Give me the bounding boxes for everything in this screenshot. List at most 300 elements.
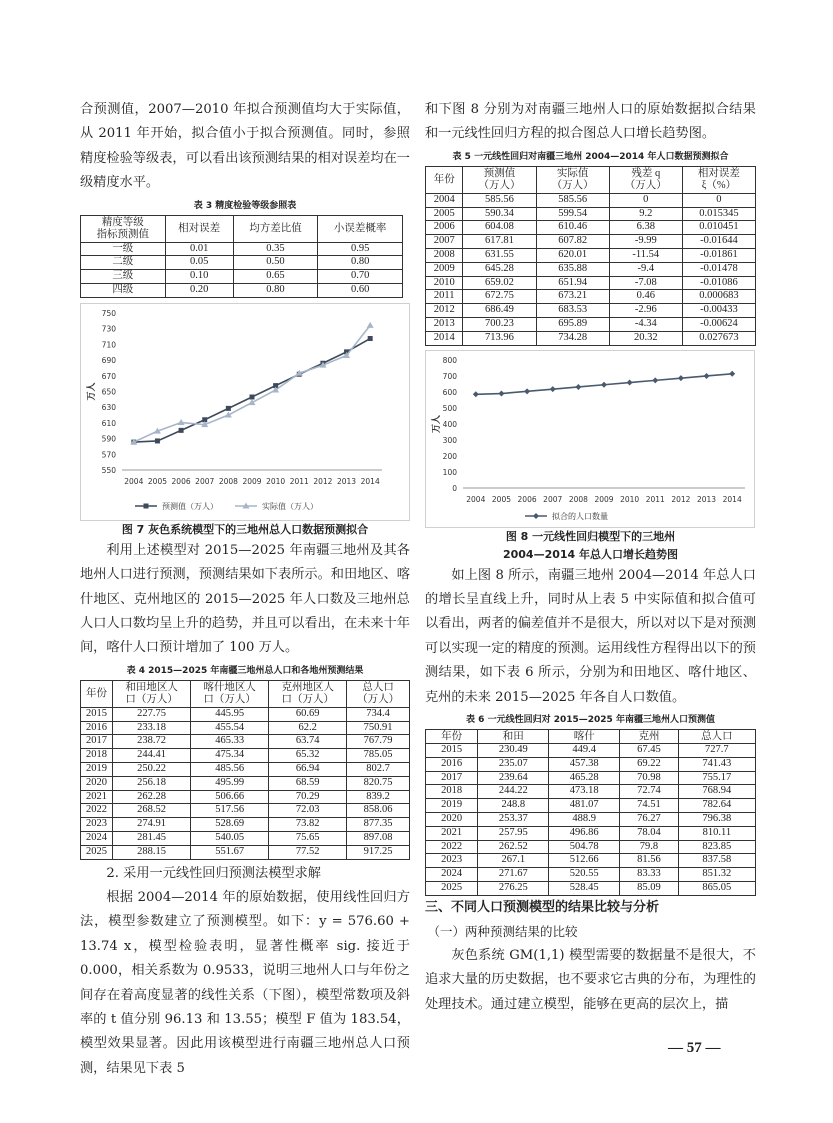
data-point (367, 322, 374, 328)
table-cell: 72.03 (269, 804, 347, 818)
table-cell: 2015 (426, 744, 478, 758)
legend-label: 实际值（万人） (262, 501, 318, 511)
table-row (426, 744, 756, 758)
table-cell: 2019 (426, 799, 478, 813)
table6-caption: 表 6 一元线性回归对 2015—2025 年南疆三地州人口预测值 (466, 715, 715, 726)
table-cell: 473.18 (549, 785, 620, 799)
table-row (81, 256, 403, 270)
table-cell: 0 (682, 193, 755, 207)
table-row (81, 790, 410, 804)
data-point (524, 388, 530, 394)
table-cell: 2023 (426, 854, 478, 868)
y-tick-label: 800 (442, 355, 457, 365)
table-row (426, 249, 756, 263)
table-cell: 244.41 (113, 749, 191, 763)
table-row (426, 276, 756, 290)
y-tick-label: 670 (101, 371, 116, 381)
table-cell: 686.49 (463, 304, 536, 318)
legend-label: 预测值（万人） (162, 501, 218, 511)
table-cell: 820.75 (347, 776, 410, 790)
table-row (426, 799, 756, 813)
x-tick-label: 2006 (517, 494, 537, 504)
table-cell: 250.22 (113, 763, 191, 777)
table-cell: 2010 (426, 276, 463, 290)
table-header-cell: 总人口 (678, 730, 755, 744)
table-cell: 75.65 (269, 832, 347, 846)
table-cell: 590.34 (463, 207, 536, 221)
x-tick-label: 2010 (620, 494, 640, 504)
y-tick-label: 750 (101, 308, 116, 318)
table-cell: 2022 (426, 840, 478, 854)
table-cell: 244.22 (478, 785, 549, 799)
table-cell: 0.50 (233, 256, 318, 270)
x-tick-label: 2012 (313, 476, 333, 486)
x-tick-label: 2009 (594, 494, 614, 504)
table-cell: 262.28 (113, 790, 191, 804)
table-cell: 2023 (81, 818, 113, 832)
table-cell: 2016 (81, 721, 113, 735)
table-cell: 267.1 (478, 854, 549, 868)
table-cell: 70.29 (269, 790, 347, 804)
table-cell: 0.20 (165, 284, 233, 298)
data-point (729, 370, 735, 376)
table-cell: 四级 (81, 284, 166, 298)
table-cell: 2005 (426, 207, 463, 221)
table-cell: 6.38 (609, 221, 682, 235)
x-tick-label: 2007 (543, 494, 563, 504)
section-heading-4: （一）两种预测结果的比较 (427, 923, 578, 939)
table-cell: 0.01 (165, 242, 233, 256)
table-cell: 83.33 (620, 868, 679, 882)
table-cell: 60.69 (269, 707, 347, 721)
table-cell: 288.15 (113, 845, 191, 859)
table-cell: 2017 (426, 771, 478, 785)
table-cell: 0 (609, 193, 682, 207)
table-cell: 2011 (426, 290, 463, 304)
y-axis-label: 万人 (87, 382, 97, 401)
x-tick-label: 2014 (722, 494, 742, 504)
table-cell: 73.82 (269, 818, 347, 832)
table-cell: 66.94 (269, 763, 347, 777)
table-cell: 2024 (81, 832, 113, 846)
table-row (81, 845, 410, 859)
y-tick-label: 500 (442, 403, 457, 413)
table-cell: 2015 (81, 707, 113, 721)
table-cell: -2.96 (609, 304, 682, 318)
data-point (179, 428, 184, 433)
table-cell: 485.56 (191, 763, 269, 777)
table-cell: 877.35 (347, 818, 410, 832)
table-header-cell: 喀什 (549, 730, 620, 744)
table-row (426, 868, 756, 882)
data-point (250, 394, 255, 399)
y-tick-label: 710 (101, 340, 116, 350)
table-cell: 734.28 (536, 331, 609, 345)
table-cell: 713.96 (463, 331, 536, 345)
table-cell: -0.00433 (682, 304, 755, 318)
table-cell: 2018 (426, 785, 478, 799)
table-cell: 0.70 (318, 270, 403, 284)
table-cell: 238.72 (113, 735, 191, 749)
table-cell: 0.46 (609, 290, 682, 304)
table-cell: 481.07 (549, 799, 620, 813)
table-cell: 248.8 (478, 799, 549, 813)
table-cell: 70.98 (620, 771, 679, 785)
table-cell: -9.99 (609, 235, 682, 249)
table-cell: 488.9 (549, 813, 620, 827)
table-cell: 672.75 (463, 290, 536, 304)
table-cell: 858.06 (347, 804, 410, 818)
table-cell: 76.27 (620, 813, 679, 827)
table-row (81, 749, 410, 763)
table-row (426, 771, 756, 785)
data-point (601, 381, 607, 387)
table-cell: 767.79 (347, 735, 410, 749)
table-cell: 785.05 (347, 749, 410, 763)
table-cell: 520.55 (549, 868, 620, 882)
right-paragraph-3: 灰色系统 GM(1,1) 模型需要的数据量不是很大，不追求大量的历史数据，也不要求它古典的分布，为理性的处理技术。通过建立模型，能够在更高的层次上，描 (425, 947, 756, 1012)
table-header-cell: 和田地区人 口（万人） (113, 680, 191, 707)
table-row (426, 331, 756, 345)
right-column (425, 98, 756, 1017)
table-row (81, 763, 410, 777)
table-cell: 85.09 (620, 881, 679, 895)
y-tick-label: 650 (101, 387, 116, 397)
table-cell: 0.027673 (682, 331, 755, 345)
table-cell: 496.86 (549, 826, 620, 840)
table-header-cell: 精度等级 指标预测值 (81, 215, 166, 242)
table-cell: 276.25 (478, 881, 549, 895)
table3 (80, 215, 403, 298)
table-cell: 2019 (81, 763, 113, 777)
table-header-cell: 年份 (426, 730, 478, 744)
table-cell: 645.28 (463, 262, 536, 276)
x-tick-label: 2005 (147, 476, 168, 486)
table-cell: 755.17 (678, 771, 755, 785)
data-point (704, 373, 710, 379)
table-header-cell: 实际值 （万人） (536, 166, 609, 193)
table-cell: 673.21 (536, 290, 609, 304)
table3-caption: 表 3 精度检验等级参照表 (193, 200, 297, 211)
table-cell: 651.94 (536, 276, 609, 290)
table4-caption: 表 4 2015—2025 年南疆三地州总人口和各地州预测结果 (126, 665, 364, 676)
table-cell: 610.46 (536, 221, 609, 235)
x-tick-label: 2008 (218, 476, 238, 486)
x-tick-label: 2012 (671, 494, 691, 504)
y-tick-label: 550 (101, 465, 116, 475)
table-cell: 2004 (426, 193, 463, 207)
table-header-cell: 预测值 （万人） (463, 166, 536, 193)
figure-8-caption-line1: 图 8 一元线性回归模型下的三地州 (505, 529, 676, 543)
table-cell: 2016 (426, 757, 478, 771)
table-cell: 二级 (81, 256, 166, 270)
table-cell: 2022 (81, 804, 113, 818)
y-tick-label: 200 (442, 451, 457, 461)
table-row (426, 290, 756, 304)
table-cell: -0.00624 (682, 317, 755, 331)
table-header-cell: 喀什地区人 口（万人） (191, 680, 269, 707)
left-column (80, 98, 410, 1081)
table-cell: 2020 (426, 813, 478, 827)
table-row (426, 304, 756, 318)
table-cell: 782.64 (678, 799, 755, 813)
data-point (226, 406, 231, 411)
table-header-cell: 克州 (620, 730, 679, 744)
table-cell: 268.52 (113, 804, 191, 818)
table-cell: 239.64 (478, 771, 549, 785)
data-point (627, 379, 633, 385)
data-point (498, 390, 504, 396)
table-row (81, 721, 410, 735)
x-tick-label: 2008 (568, 494, 588, 504)
table-cell: 79.8 (620, 840, 679, 854)
left-paragraph-3: 根据 2004—2014 年的原始数据，使用线性回归方法，模型参数建立了预测模型。如下：y = 576.60 + 13.74 x，模型检验表明，显著性概率 sig. 接近于 0.000，相关系数为 0.9533，说明三地州人口与年份之间存在着高度显著的线性关系（下图），模型常数项及斜率的 t 值分别 96.13 和 13.55；模型 F 值为 183.54，模型效果显著。因此用该模型进行南疆三地州总人口预测，结果见下表 5 (80, 890, 410, 1076)
table-cell: 2021 (426, 826, 478, 840)
table-header-cell: 年份 (426, 166, 463, 193)
right-paragraph-1: 和下图 8 分别为对南疆三地州人口的原始数据拟合结果和一元线性回归方程的拟合图总人口增长趋势图。 (425, 102, 756, 142)
table-header-cell: 年份 (81, 680, 113, 707)
table-cell: 620.01 (536, 249, 609, 263)
table-cell: 465.28 (549, 771, 620, 785)
figure-7-chart (80, 303, 410, 521)
table-cell: 659.02 (463, 276, 536, 290)
y-tick-label: 590 (101, 434, 116, 444)
table-cell: 0.015345 (682, 207, 755, 221)
table-cell: 2014 (426, 331, 463, 345)
table-cell: 281.45 (113, 832, 191, 846)
table-cell: 617.81 (463, 235, 536, 249)
table-row (81, 804, 410, 818)
table-cell: 9.2 (609, 207, 682, 221)
table-row (426, 840, 756, 854)
table-cell: 2020 (81, 776, 113, 790)
table-cell: 74.51 (620, 799, 679, 813)
table-row (426, 235, 756, 249)
table-cell: 695.89 (536, 317, 609, 331)
table6 (425, 729, 756, 896)
x-tick-label: 2004 (466, 494, 486, 504)
y-axis-label: 万人 (432, 414, 442, 433)
table-cell: 65.32 (269, 749, 347, 763)
figure-8-caption-line2: 2004—2014 年总人口增长趋势图 (502, 547, 679, 561)
table-header-cell: 克州地区人 口（万人） (269, 680, 347, 707)
series-line (134, 325, 370, 442)
section-heading-2: 2. 采用一元线性回归预测法模型求解 (106, 865, 321, 881)
left-paragraph-1: 合预测值，2007—2010 年拟合预测值均大于实际值，从 2011 年开始，拟合值小于拟合预测值。同时，参照精度检验等级表，可以看出该预测结果的相对误差均在一级精度水平。 (80, 102, 410, 191)
table-cell: 235.07 (478, 757, 549, 771)
table-cell: 631.55 (463, 249, 536, 263)
table-row (426, 221, 756, 235)
table-cell: 700.23 (463, 317, 536, 331)
table-cell: 604.08 (463, 221, 536, 235)
table-cell: -0.01478 (682, 262, 755, 276)
table-row (81, 776, 410, 790)
table-cell: 257.95 (478, 826, 549, 840)
table-header-cell: 相对误差 ξ（%） (682, 166, 755, 193)
figure-7-caption: 图 7 灰色系统模型下的三地州总人口数据预测拟合 (121, 522, 369, 536)
table5 (425, 166, 756, 346)
table-cell: 802.7 (347, 763, 410, 777)
table-cell: 2025 (426, 881, 478, 895)
table-row (81, 735, 410, 749)
x-tick-label: 2006 (171, 476, 191, 486)
table-row (426, 757, 756, 771)
table-cell: 三级 (81, 270, 166, 284)
table-cell: 0.60 (318, 284, 403, 298)
table-row (426, 881, 756, 895)
table-row (81, 284, 403, 298)
y-tick-label: 400 (442, 419, 457, 429)
table-cell: -9.4 (609, 262, 682, 276)
table-cell: 262.52 (478, 840, 549, 854)
table-cell: 67.45 (620, 744, 679, 758)
table-cell: 517.56 (191, 804, 269, 818)
table-row (81, 270, 403, 284)
table-cell: 635.88 (536, 262, 609, 276)
table-cell: 839.2 (347, 790, 410, 804)
x-tick-label: 2009 (242, 476, 262, 486)
table-cell: 2013 (426, 317, 463, 331)
x-tick-label: 2011 (289, 476, 309, 486)
table-row (426, 813, 756, 827)
table-cell: 68.59 (269, 776, 347, 790)
table-cell: 227.75 (113, 707, 191, 721)
table-cell: -0.01861 (682, 249, 755, 263)
table-cell: 734.4 (347, 707, 410, 721)
table-cell: 837.58 (678, 854, 755, 868)
y-tick-label: 700 (442, 371, 457, 381)
table-header-cell: 小误差概率 (318, 215, 403, 242)
table-cell: 741.43 (678, 757, 755, 771)
legend-marker (533, 513, 539, 519)
table-row (426, 317, 756, 331)
table-row (426, 826, 756, 840)
table-cell: 768.94 (678, 785, 755, 799)
y-tick-label: 690 (101, 355, 116, 365)
x-tick-label: 2005 (491, 494, 512, 504)
table-header-cell: 总人口 （万人） (347, 680, 410, 707)
table-cell: 727.7 (678, 744, 755, 758)
table-row (81, 818, 410, 832)
x-tick-label: 2013 (696, 494, 717, 504)
table-cell: 72.74 (620, 785, 679, 799)
table-cell: 0.000683 (682, 290, 755, 304)
table-cell: 20.32 (609, 331, 682, 345)
figure-8-chart (425, 350, 755, 528)
table-cell: 0.05 (165, 256, 233, 270)
table-cell: 540.05 (191, 832, 269, 846)
right-paragraph-2: 如上图 8 所示，南疆三地州 2004—2014 年总人口的增长呈直线上升，同时从上表 5 中实际值和拟合值可以看出，两者的偏差值并不是很大，所以对以下是对预测可以实现一定的精度的预测。运用线性方程得出以下的预测结果，如下表 6 所示，分别为和田地区、喀什地区、克州的未来 2015—2025 年各自人口数值。 (425, 567, 756, 705)
table-cell: 63.74 (269, 735, 347, 749)
table-cell: 851.32 (678, 868, 755, 882)
table-cell: 465.33 (191, 735, 269, 749)
table-row (426, 785, 756, 799)
section-heading-3: 三、不同人口预测模型的结果比较与分析 (425, 899, 660, 915)
table-cell: -0.01644 (682, 235, 755, 249)
table-cell: 62.2 (269, 721, 347, 735)
table-cell: 585.56 (463, 193, 536, 207)
table-cell: 2012 (426, 304, 463, 318)
y-tick-label: 0 (452, 483, 457, 493)
x-tick-label: 2011 (645, 494, 665, 504)
table-cell: 0.65 (233, 270, 318, 284)
table-cell: 917.25 (347, 845, 410, 859)
table-cell: -7.08 (609, 276, 682, 290)
table-cell: 683.53 (536, 304, 609, 318)
table-cell: 796.38 (678, 813, 755, 827)
table-cell: 2021 (81, 790, 113, 804)
table-cell: 2006 (426, 221, 463, 235)
table-cell: 78.04 (620, 826, 679, 840)
data-point (473, 391, 479, 397)
table-cell: 256.18 (113, 776, 191, 790)
table-cell: 2024 (426, 868, 478, 882)
table-cell: 0.35 (233, 242, 318, 256)
table-cell: 77.52 (269, 845, 347, 859)
legend-marker (144, 503, 149, 508)
table-cell: 823.85 (678, 840, 755, 854)
table-cell: 551.67 (191, 845, 269, 859)
table-header-cell: 相对误差 (165, 215, 233, 242)
table4 (80, 680, 410, 860)
table-cell: 750.91 (347, 721, 410, 735)
y-tick-label: 300 (442, 435, 457, 445)
table-cell: 69.22 (620, 757, 679, 771)
table-header-cell: 均方差比值 (233, 215, 318, 242)
y-tick-label: 570 (101, 450, 116, 460)
y-tick-label: 630 (101, 403, 116, 413)
table-cell: 0.95 (318, 242, 403, 256)
page-number: — 57 — (668, 1040, 721, 1056)
data-point (678, 375, 684, 381)
chart-frame (81, 303, 410, 520)
table-cell: 506.66 (191, 790, 269, 804)
data-point (368, 336, 373, 341)
table-cell: 2009 (426, 262, 463, 276)
table-header-cell: 残差 q （万人） (609, 166, 682, 193)
table-cell: 455.54 (191, 721, 269, 735)
table-cell: 475.34 (191, 749, 269, 763)
table-row (81, 242, 403, 256)
table-cell: 897.08 (347, 832, 410, 846)
table-cell: 2008 (426, 249, 463, 263)
table-cell: 528.69 (191, 818, 269, 832)
x-tick-label: 2014 (360, 476, 380, 486)
table-cell: 0.10 (165, 270, 233, 284)
x-tick-label: 2007 (195, 476, 215, 486)
table-cell: 449.4 (549, 744, 620, 758)
table-cell: 81.56 (620, 854, 679, 868)
table-cell: -4.34 (609, 317, 682, 331)
table-cell: 457.38 (549, 757, 620, 771)
y-tick-label: 100 (442, 467, 457, 477)
y-tick-label: 600 (442, 387, 457, 397)
table-cell: 一级 (81, 242, 166, 256)
table-cell: 2007 (426, 235, 463, 249)
table-row (81, 707, 410, 721)
table-cell: 274.91 (113, 818, 191, 832)
x-tick-label: 2004 (124, 476, 144, 486)
table-cell: 0.010451 (682, 221, 755, 235)
table-cell: 0.80 (318, 256, 403, 270)
table-cell: 495.99 (191, 776, 269, 790)
data-point (550, 386, 556, 392)
table-cell: 0.80 (233, 284, 318, 298)
data-point (575, 384, 581, 390)
table-cell: 810.11 (678, 826, 755, 840)
table-row (81, 832, 410, 846)
table-cell: 230.49 (478, 744, 549, 758)
